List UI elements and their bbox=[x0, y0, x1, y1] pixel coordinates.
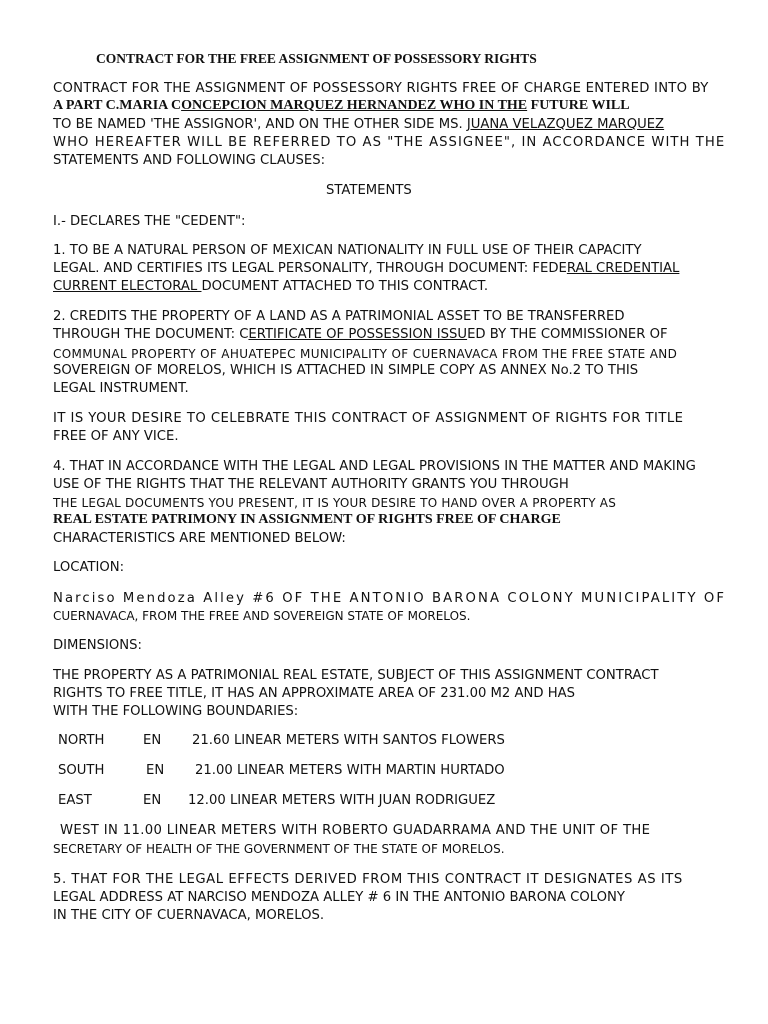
item4-line-3: THE LEGAL DOCUMENTS YOU PRESENT, IT IS YOUR DESIRE TO HAND OVER A PROPERTY AS bbox=[53, 496, 617, 510]
item2-line-2-suffix: ED BY THE COMMISSIONER OF bbox=[467, 327, 668, 342]
intro-line-3 bbox=[53, 116, 735, 134]
intro-line-2 bbox=[53, 97, 735, 115]
intro-line-4: WHO HEREAFTER WILL BE REFERRED TO AS "THE ASSIGNEE", IN ACCORDANCE WITH THE bbox=[53, 135, 726, 150]
item4-line-4: REAL ESTATE PATRIMONY IN ASSIGNMENT OF RIGHTS FREE OF CHARGE bbox=[53, 512, 561, 527]
intro-line-1: CONTRACT FOR THE ASSIGNMENT OF POSSESSORY RIGHTS FREE OF CHARGE ENTERED INTO BY bbox=[53, 81, 709, 96]
boundary-north-prep: EN bbox=[143, 733, 162, 748]
location-line-2: CUERNAVACA, FROM THE FREE AND SOVEREIGN STATE OF MORELOS. bbox=[53, 609, 471, 623]
declares-heading: I.- DECLARES THE "CEDENT": bbox=[53, 214, 246, 229]
boundary-north-text: 21.60 LINEAR METERS WITH SANTOS FLOWERS bbox=[192, 733, 505, 748]
item5-line-2: LEGAL ADDRESS AT NARCISO MENDOZA ALLEY # 6 IN THE ANTONIO BARONA COLONY bbox=[53, 890, 625, 905]
item1-line-1: 1. TO BE A NATURAL PERSON OF MEXICAN NATIONALITY IN FULL USE OF THEIR CAPACITY bbox=[53, 243, 642, 258]
item2-line-1: 2. CREDITS THE PROPERTY OF A LAND AS A PATRIMONIAL ASSET TO BE TRANSFERRED bbox=[53, 309, 625, 324]
item1-line-2-text: LEGAL. AND CERTIFIES ITS LEGAL PERSONALITY, THROUGH DOCUMENT: FEDE bbox=[53, 261, 567, 276]
location-label: LOCATION: bbox=[53, 560, 125, 575]
item2-line-5: LEGAL INSTRUMENT. bbox=[53, 381, 189, 396]
item3-line-2: FREE OF ANY VICE. bbox=[53, 429, 179, 444]
item4-line-2: USE OF THE RIGHTS THAT THE RELEVANT AUTHORITY GRANTS YOU THROUGH bbox=[53, 477, 569, 492]
boundary-east-prep: EN bbox=[143, 793, 162, 808]
item1-electoral: CURRENT ELECTORAL bbox=[53, 279, 202, 294]
item1-credential: RAL CREDENTIAL bbox=[566, 261, 680, 276]
item1-line-3 bbox=[53, 278, 735, 296]
boundary-south-text: 21.00 LINEAR METERS WITH MARTIN HURTADO bbox=[195, 763, 505, 778]
intro-assignor-prefix: A PART C.MARIA C bbox=[53, 98, 182, 113]
intro-assignor-suffix: FUTURE WILL bbox=[527, 98, 630, 113]
item2-line-4: SOVEREIGN OF MORELOS, WHICH IS ATTACHED IN SIMPLE COPY AS ANNEX No.2 TO THIS bbox=[53, 363, 639, 378]
dimensions-line-2: RIGHTS TO FREE TITLE, IT HAS AN APPROXIMATE AREA OF 231.00 M2 AND HAS bbox=[53, 686, 576, 701]
intro-assignor-name: ONCEPCION MARQUEZ HERNANDEZ WHO IN THE bbox=[181, 98, 528, 113]
dimensions-line-3: WITH THE FOLLOWING BOUNDARIES: bbox=[53, 704, 299, 719]
item2-line-3: COMMUNAL PROPERTY OF AHUATEPEC MUNICIPALITY OF CUERNAVACA FROM THE FREE STATE AND bbox=[53, 347, 678, 361]
item2-line-2-prefix: THROUGH THE DOCUMENT: C bbox=[53, 327, 249, 342]
intro-line-5: STATEMENTS AND FOLLOWING CLAUSES: bbox=[53, 153, 326, 168]
boundary-west-line-1: WEST IN 11.00 LINEAR METERS WITH ROBERTO GUADARRAMA AND THE UNIT OF THE bbox=[60, 823, 651, 838]
boundary-west-line-2: SECRETARY OF HEALTH OF THE GOVERNMENT OF THE STATE OF MORELOS. bbox=[53, 842, 505, 856]
item1-line-2 bbox=[53, 260, 735, 278]
item2-certificate: ERTIFICATE OF POSSESSION ISSU bbox=[248, 327, 468, 342]
statements-heading: STATEMENTS bbox=[326, 183, 412, 198]
intro-assignee-prefix: TO BE NAMED 'THE ASSIGNOR', AND ON THE OTHER SIDE MS. bbox=[53, 117, 467, 132]
boundary-east-dir: EAST bbox=[58, 793, 92, 808]
boundary-east-text: 12.00 LINEAR METERS WITH JUAN RODRIGUEZ bbox=[188, 793, 496, 808]
item4-line-1: 4. THAT IN ACCORDANCE WITH THE LEGAL AND LEGAL PROVISIONS IN THE MATTER AND MAKING bbox=[53, 459, 696, 474]
location-line-1: Narciso Mendoza Alley #6 OF THE ANTONIO BARONA COLONY MUNICIPALITY OF bbox=[53, 591, 727, 606]
item5-line-3: IN THE CITY OF CUERNAVACA, MORELOS. bbox=[53, 908, 325, 923]
dimensions-line-1: THE PROPERTY AS A PATRIMONIAL REAL ESTATE, SUBJECT OF THIS ASSIGNMENT CONTRACT bbox=[53, 668, 659, 683]
item2-line-2 bbox=[53, 326, 735, 344]
item1-line-3-text: DOCUMENT ATTACHED TO THIS CONTRACT. bbox=[201, 279, 489, 294]
item5-line-1: 5. THAT FOR THE LEGAL EFFECTS DERIVED FROM THIS CONTRACT IT DESIGNATES AS ITS bbox=[53, 872, 683, 887]
item4-line-5: CHARACTERISTICS ARE MENTIONED BELOW: bbox=[53, 531, 346, 546]
document-title: CONTRACT FOR THE FREE ASSIGNMENT OF POSSESSORY RIGHTS bbox=[96, 51, 537, 66]
item3-line-1: IT IS YOUR DESIRE TO CELEBRATE THIS CONTRACT OF ASSIGNMENT OF RIGHTS FOR TITLE bbox=[53, 411, 684, 426]
boundary-south-prep: EN bbox=[146, 763, 165, 778]
intro-assignee-name: JUANA VELAZQUEZ MARQUEZ bbox=[466, 117, 665, 132]
boundary-north-dir: NORTH bbox=[58, 733, 105, 748]
boundary-south-dir: SOUTH bbox=[58, 763, 105, 778]
dimensions-label: DIMENSIONS: bbox=[53, 638, 142, 653]
